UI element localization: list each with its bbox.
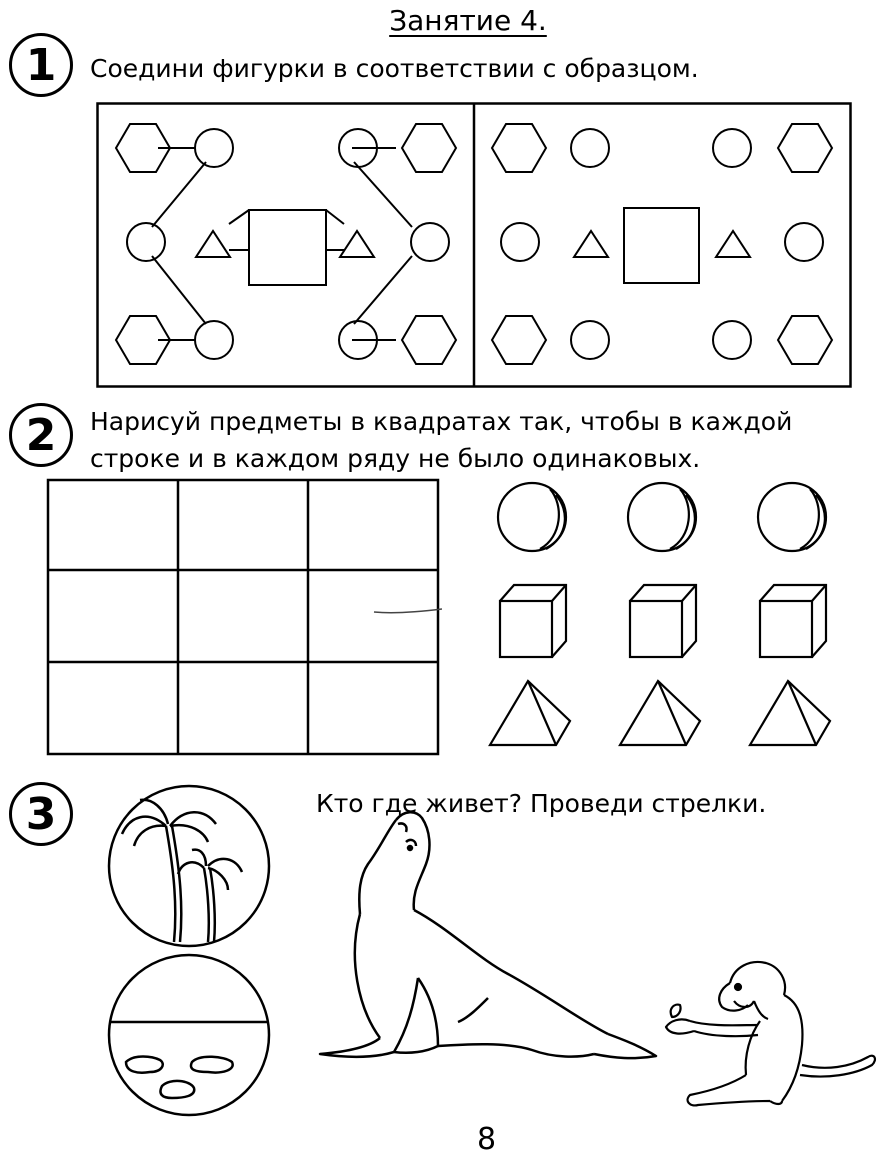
- lesson-title: Занятие 4.: [389, 4, 547, 37]
- task-number-badge: 2: [9, 403, 73, 467]
- page-number: 8: [476, 1122, 497, 1157]
- pyramid-icon: [620, 681, 700, 745]
- drawing-grid[interactable]: [46, 478, 442, 758]
- exercise-shapes: [492, 124, 832, 364]
- ball-icon: [498, 483, 566, 551]
- task-number-badge: 3: [9, 782, 73, 846]
- task-2-instruction-line1: Нарисуй предметы в квадратах так, чтобы в каждой: [90, 407, 793, 436]
- task-number-badge: 1: [9, 33, 73, 97]
- ball-icon: [628, 483, 696, 551]
- ice-floe-habitat: [109, 955, 269, 1115]
- cube-icon: [630, 585, 696, 657]
- pyramid-icon: [490, 681, 570, 745]
- task-3-instruction: Кто где живет? Проведи стрелки.: [316, 789, 767, 818]
- task-2-instruction-line2: строке и в каждом ряду не было одинаковых.: [90, 444, 701, 473]
- cube-icon: [760, 585, 826, 657]
- task-1-instruction: Соедини фигурки в соответствии с образцом.: [90, 54, 699, 83]
- sample-objects: [480, 475, 850, 755]
- seal-illustration[interactable]: [318, 808, 658, 1078]
- monkey-illustration[interactable]: [650, 955, 880, 1120]
- cube-icon: [500, 585, 566, 657]
- palm-trees-habitat: [109, 786, 269, 946]
- habitat-pictures[interactable]: [104, 780, 274, 1120]
- shape-matching-panel[interactable]: [96, 102, 852, 388]
- ball-icon: [758, 483, 826, 551]
- sample-pattern: [116, 124, 456, 364]
- pyramid-icon: [750, 681, 830, 745]
